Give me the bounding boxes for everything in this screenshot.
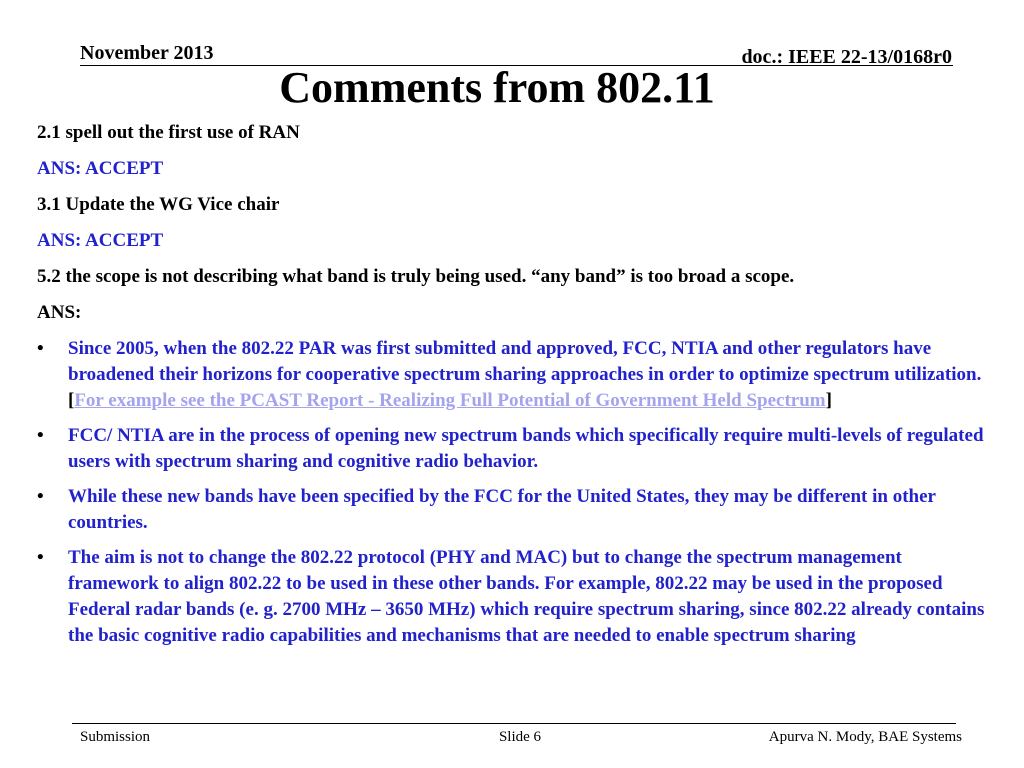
- comment-3-1: 3.1 Update the WG Vice chair: [37, 194, 280, 215]
- bullet-icon: •: [37, 486, 44, 507]
- bullet-item-4: [37, 545, 987, 649]
- bullet-text: While these new bands have been specified by the FCC for the United States, they may be different in other countries.: [68, 486, 936, 533]
- link-open-bracket: [: [68, 390, 75, 411]
- slide-body: [37, 120, 987, 658]
- header-date: November 2013: [80, 42, 214, 64]
- bullet-text: The aim is not to change the 802.22 protocol (PHY and MAC) but to change the spectrum management framework to align 802.22 to be used in these other bands. For example, 802.22 may be used in the proposed Federal radar bands (e. g. 2700 MHz – 3650 MHz) which require spectrum sharing, since 802.22 already contains the basic cognitive radio capabilities and mechanisms that are needed to enable spectrum sharing: [68, 547, 985, 646]
- comment-2-1: 2.1 spell out the first use of RAN: [37, 122, 300, 143]
- pcast-report-link[interactable]: For example see the PCAST Report - Realizing Full Potential of Government Held Spectrum: [74, 390, 826, 411]
- comment-5-2: 5.2 the scope is not describing what band is truly being used. “any band” is too broad a scope.: [37, 266, 795, 287]
- bullet-item-2: [37, 423, 987, 475]
- bullet-icon: •: [37, 547, 44, 568]
- slide-title: Comments from 802.11: [279, 63, 715, 112]
- bullet-text: Since 2005, when the 802.22 PAR was first submitted and approved, FCC, NTIA and other regulators have broadened their horizons for cooperative spectrum sharing approaches in order to optimize spectrum utilization.: [68, 338, 982, 385]
- answer-bullet-list: [37, 336, 987, 649]
- answer-3-1: ANS: ACCEPT: [37, 230, 164, 251]
- footer-rule: [72, 723, 956, 724]
- bullet-icon: •: [37, 338, 44, 359]
- link-close-bracket: ]: [825, 390, 832, 411]
- bullet-text: FCC/ NTIA are in the process of opening new spectrum bands which specifically require multi-levels of regulated users with spectrum sharing and cognitive radio behavior.: [68, 425, 984, 472]
- answer-5-2-label: ANS:: [37, 302, 82, 323]
- footer-submission: Submission: [80, 729, 151, 745]
- footer-author: Apurva N. Mody, BAE Systems: [768, 729, 962, 745]
- answer-2-1: ANS: ACCEPT: [37, 158, 164, 179]
- bullet-icon: •: [37, 425, 44, 446]
- header-doc-id: doc.: IEEE 22-13/0168r0: [741, 46, 952, 68]
- footer-slide-number: Slide 6: [498, 729, 542, 745]
- bullet-item-3: [37, 484, 987, 536]
- bullet-item-1: [37, 336, 987, 414]
